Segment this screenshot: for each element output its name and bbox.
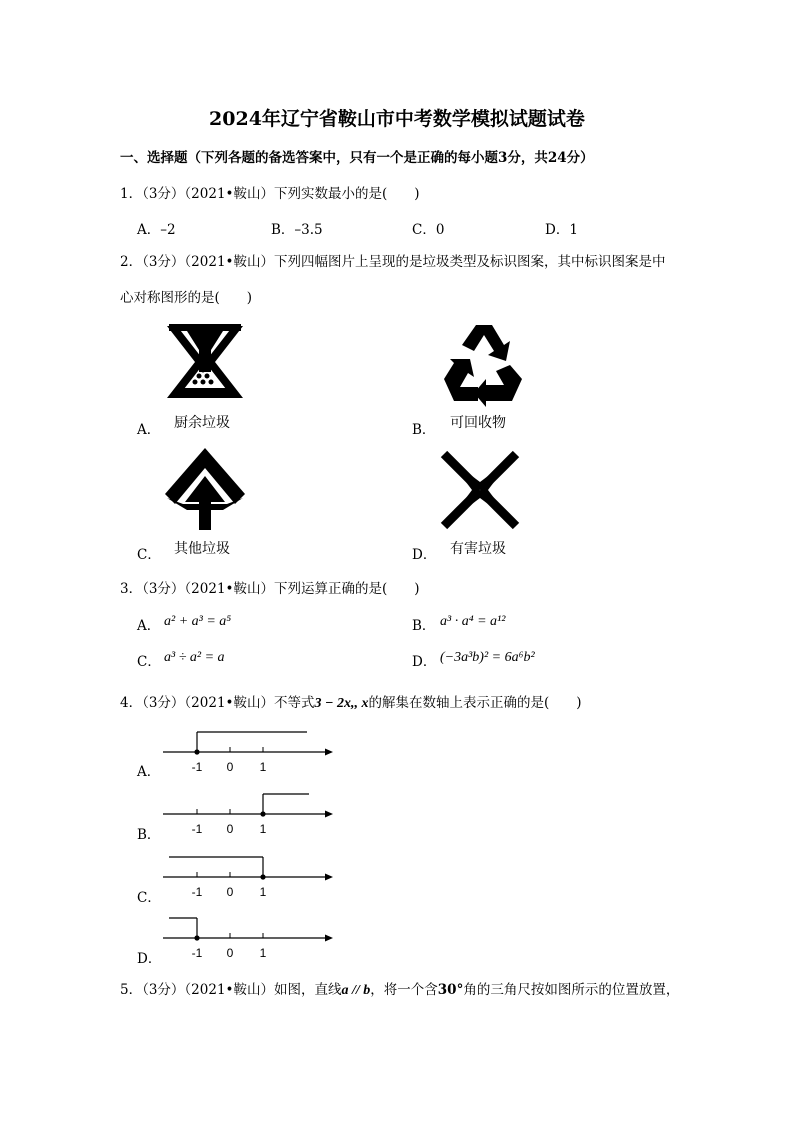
solid-point	[194, 935, 199, 940]
q5-stem-prefix: 5．（3分）（2021•鞍山）如图，直线	[120, 982, 342, 998]
q1-option-b[interactable]: B．–3.5	[271, 222, 323, 238]
q4-number-line-b	[163, 790, 343, 838]
q4-inequality: 3 − 2x,, x	[314, 696, 369, 711]
q4-option-a-letter[interactable]: A．	[137, 764, 161, 780]
q1-option-c[interactable]: C．0	[412, 222, 445, 238]
q3-option-c-expression: a³ ÷ a² = a	[164, 650, 225, 665]
q3-option-d-expression: (−3a³b)² = 6a⁶b²	[440, 650, 535, 665]
question-2-stem-line1: 2．（3分）（2021•鞍山）下列四幅图片上呈现的是垃圾类型及标识图案，其中标识图案是中	[120, 254, 666, 270]
axis-arrow	[325, 749, 333, 756]
solid-point	[260, 874, 265, 879]
question-4-stem	[120, 691, 582, 712]
q4-option-b-letter[interactable]: B．	[137, 827, 161, 843]
hazardous-waste-icon	[440, 450, 520, 530]
question-2-stem-line2: 心对称图形的是( )	[120, 290, 253, 306]
question-1-stem: 1．（3分）（2021•鞍山）下列实数最小的是( )	[120, 186, 420, 202]
tick-label: -1	[191, 822, 203, 836]
solid-point	[260, 811, 265, 816]
q4-number-line-d	[163, 914, 343, 962]
question-5-stem	[120, 978, 679, 999]
tick-label: -1	[191, 885, 203, 899]
q4-number-line-a	[163, 728, 343, 776]
q5-stem-mid: ，将一个含	[370, 982, 438, 998]
tick-label: 0	[226, 946, 234, 960]
section-heading: 一、选择题（下列各题的备选答案中，只有一个是正确的每小题3分，共24分）	[120, 150, 594, 166]
axis-arrow	[325, 874, 333, 881]
q3-option-c-letter[interactable]: C．	[137, 654, 161, 670]
tick-label: 0	[226, 885, 234, 899]
q3-option-b-letter[interactable]: B．	[412, 618, 436, 634]
axis-arrow	[325, 935, 333, 942]
tick-label: -1	[191, 946, 203, 960]
other-waste-icon	[165, 448, 245, 534]
question-3-stem: 3．（3分）（2021•鞍山）下列运算正确的是( )	[120, 581, 420, 597]
q2-option-c-caption: 其他垃圾	[174, 541, 230, 557]
q5-angle: 30°	[437, 982, 464, 998]
q2-option-a-letter[interactable]: A．	[137, 422, 161, 438]
q5-parallel-lines: a // b	[341, 983, 371, 998]
q2-option-b-caption: 可回收物	[450, 415, 506, 431]
page-title: 2024年辽宁省鞍山市中考数学模拟试题试卷	[209, 108, 585, 130]
q4-number-line-c	[163, 853, 343, 901]
tick-label: 1	[259, 946, 267, 960]
q4-option-d-letter[interactable]: D．	[137, 951, 162, 967]
q4-stem-prefix: 4．（3分）（2021•鞍山）不等式	[120, 695, 315, 711]
q3-option-a-expression: a² + a³ = a⁵	[164, 614, 232, 629]
q2-option-d-caption: 有害垃圾	[450, 541, 506, 557]
q2-option-b-letter[interactable]: B．	[412, 422, 436, 438]
q2-option-c-letter[interactable]: C．	[137, 547, 161, 563]
solid-point	[194, 749, 199, 754]
hourglass-icon	[165, 322, 245, 402]
tick-label: 1	[259, 760, 267, 774]
q3-option-b-expression: a³ · a⁴ = a¹²	[440, 614, 506, 629]
q2-option-d-letter[interactable]: D．	[412, 547, 437, 563]
q3-option-a-letter[interactable]: A．	[137, 618, 161, 634]
q5-stem-suffix: 角的三角尺按如图所示的位置放置，	[463, 982, 680, 998]
q4-stem-suffix: 的解集在数轴上表示正确的是( )	[368, 695, 582, 711]
recycle-icon	[440, 323, 526, 403]
tick-label: -1	[191, 760, 203, 774]
q3-option-d-letter[interactable]: D．	[412, 654, 437, 670]
tick-label: 1	[259, 885, 267, 899]
q1-option-d[interactable]: D．1	[545, 222, 578, 238]
tick-label: 0	[226, 822, 234, 836]
axis-arrow	[325, 811, 333, 818]
q1-option-a[interactable]: A．–2	[137, 222, 176, 238]
q4-option-c-letter[interactable]: C．	[137, 890, 161, 906]
tick-label: 0	[226, 760, 234, 774]
tick-label: 1	[259, 822, 267, 836]
q2-option-a-caption: 厨余垃圾	[174, 415, 230, 431]
